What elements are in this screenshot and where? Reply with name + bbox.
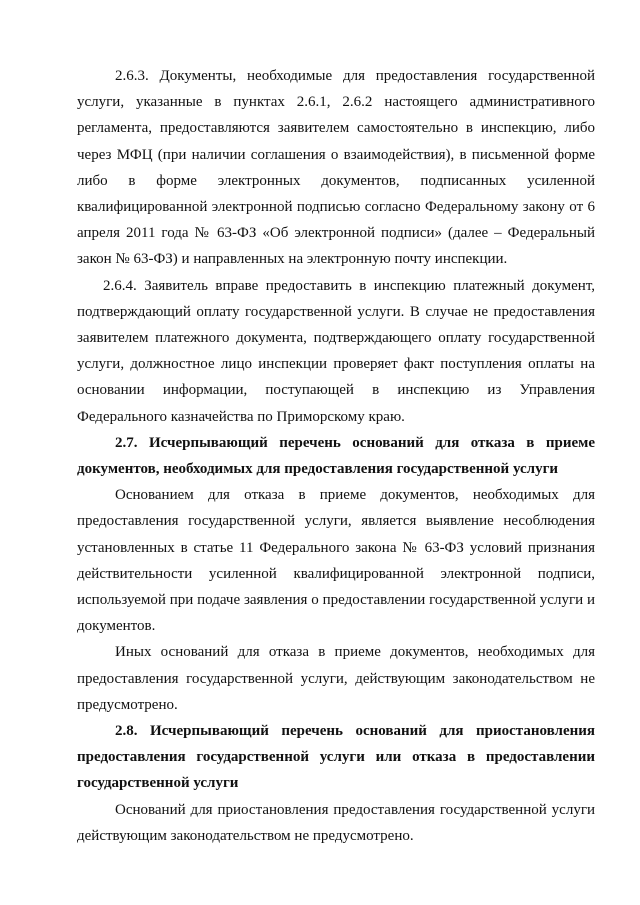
section-title-2-7: Исчерпывающий перечень оснований для отказа в приеме документов, необходимых для предоставления государственной услуги	[77, 434, 596, 478]
section-title-2-8: Исчерпывающий перечень оснований для приостановления предоставления государственной услуги или отказа в предоставлении государственной услуги	[77, 723, 595, 792]
section-heading-2-7	[77, 430, 595, 482]
section-number-2-7: 2.7.	[115, 434, 138, 451]
document-body	[77, 63, 595, 849]
paragraph-2-8-no-grounds: Оснований для приостановления предоставления государственной услуги действующим законодательством не предусмотрено.	[77, 801, 595, 844]
section-heading-2-8	[77, 718, 595, 797]
paragraph-2-6-4: 2.6.4. Заявитель вправе предоставить в инспекцию платежный документ, подтверждающий оплату государственной услуги. В случае не предоставления заявителем платежного документа, подтверждающего оплату государственной услуги, должностное лицо инспекции проверяет факт поступления оплаты на основании информации, поступающей в инспекцию из Управления Федерального казначейства по Приморскому краю.	[77, 277, 595, 425]
paragraph-2-7-grounds: Основанием для отказа в приеме документов, необходимых для предоставления государственной услуги, является выявление несоблюдения установленных в статье 11 Федерального закона № 63-ФЗ условий признания действительности усиленной квалифицированной электронной подписи, используемой при подаче заявления о предоставлении государственной услуги и документов.	[77, 487, 595, 635]
paragraph-2-6-3: 2.6.3. Документы, необходимые для предоставления государственной услуги, указанные в пунктах 2.6.1, 2.6.2 настоящего административного регламента, предоставляются заявителем самостоятельно в инспекцию, либо через МФЦ (при наличии соглашения о взаимодействия), в письменной форме либо в форме электронных документов, подписанных усиленной квалифицированной электронной подписью согласно Федеральному закону от 6 апреля 2011 года № 63-ФЗ «Об электронной подписи» (далее – Федеральный закон № 63-ФЗ) и направленных на электронную почту инспекции.	[77, 68, 595, 268]
section-number-2-8: 2.8.	[115, 723, 138, 740]
paragraph-2-7-no-other-grounds: Иных оснований для отказа в приеме документов, необходимых для предоставления государственной услуги, действующим законодательством не предусмотрено.	[77, 644, 595, 713]
